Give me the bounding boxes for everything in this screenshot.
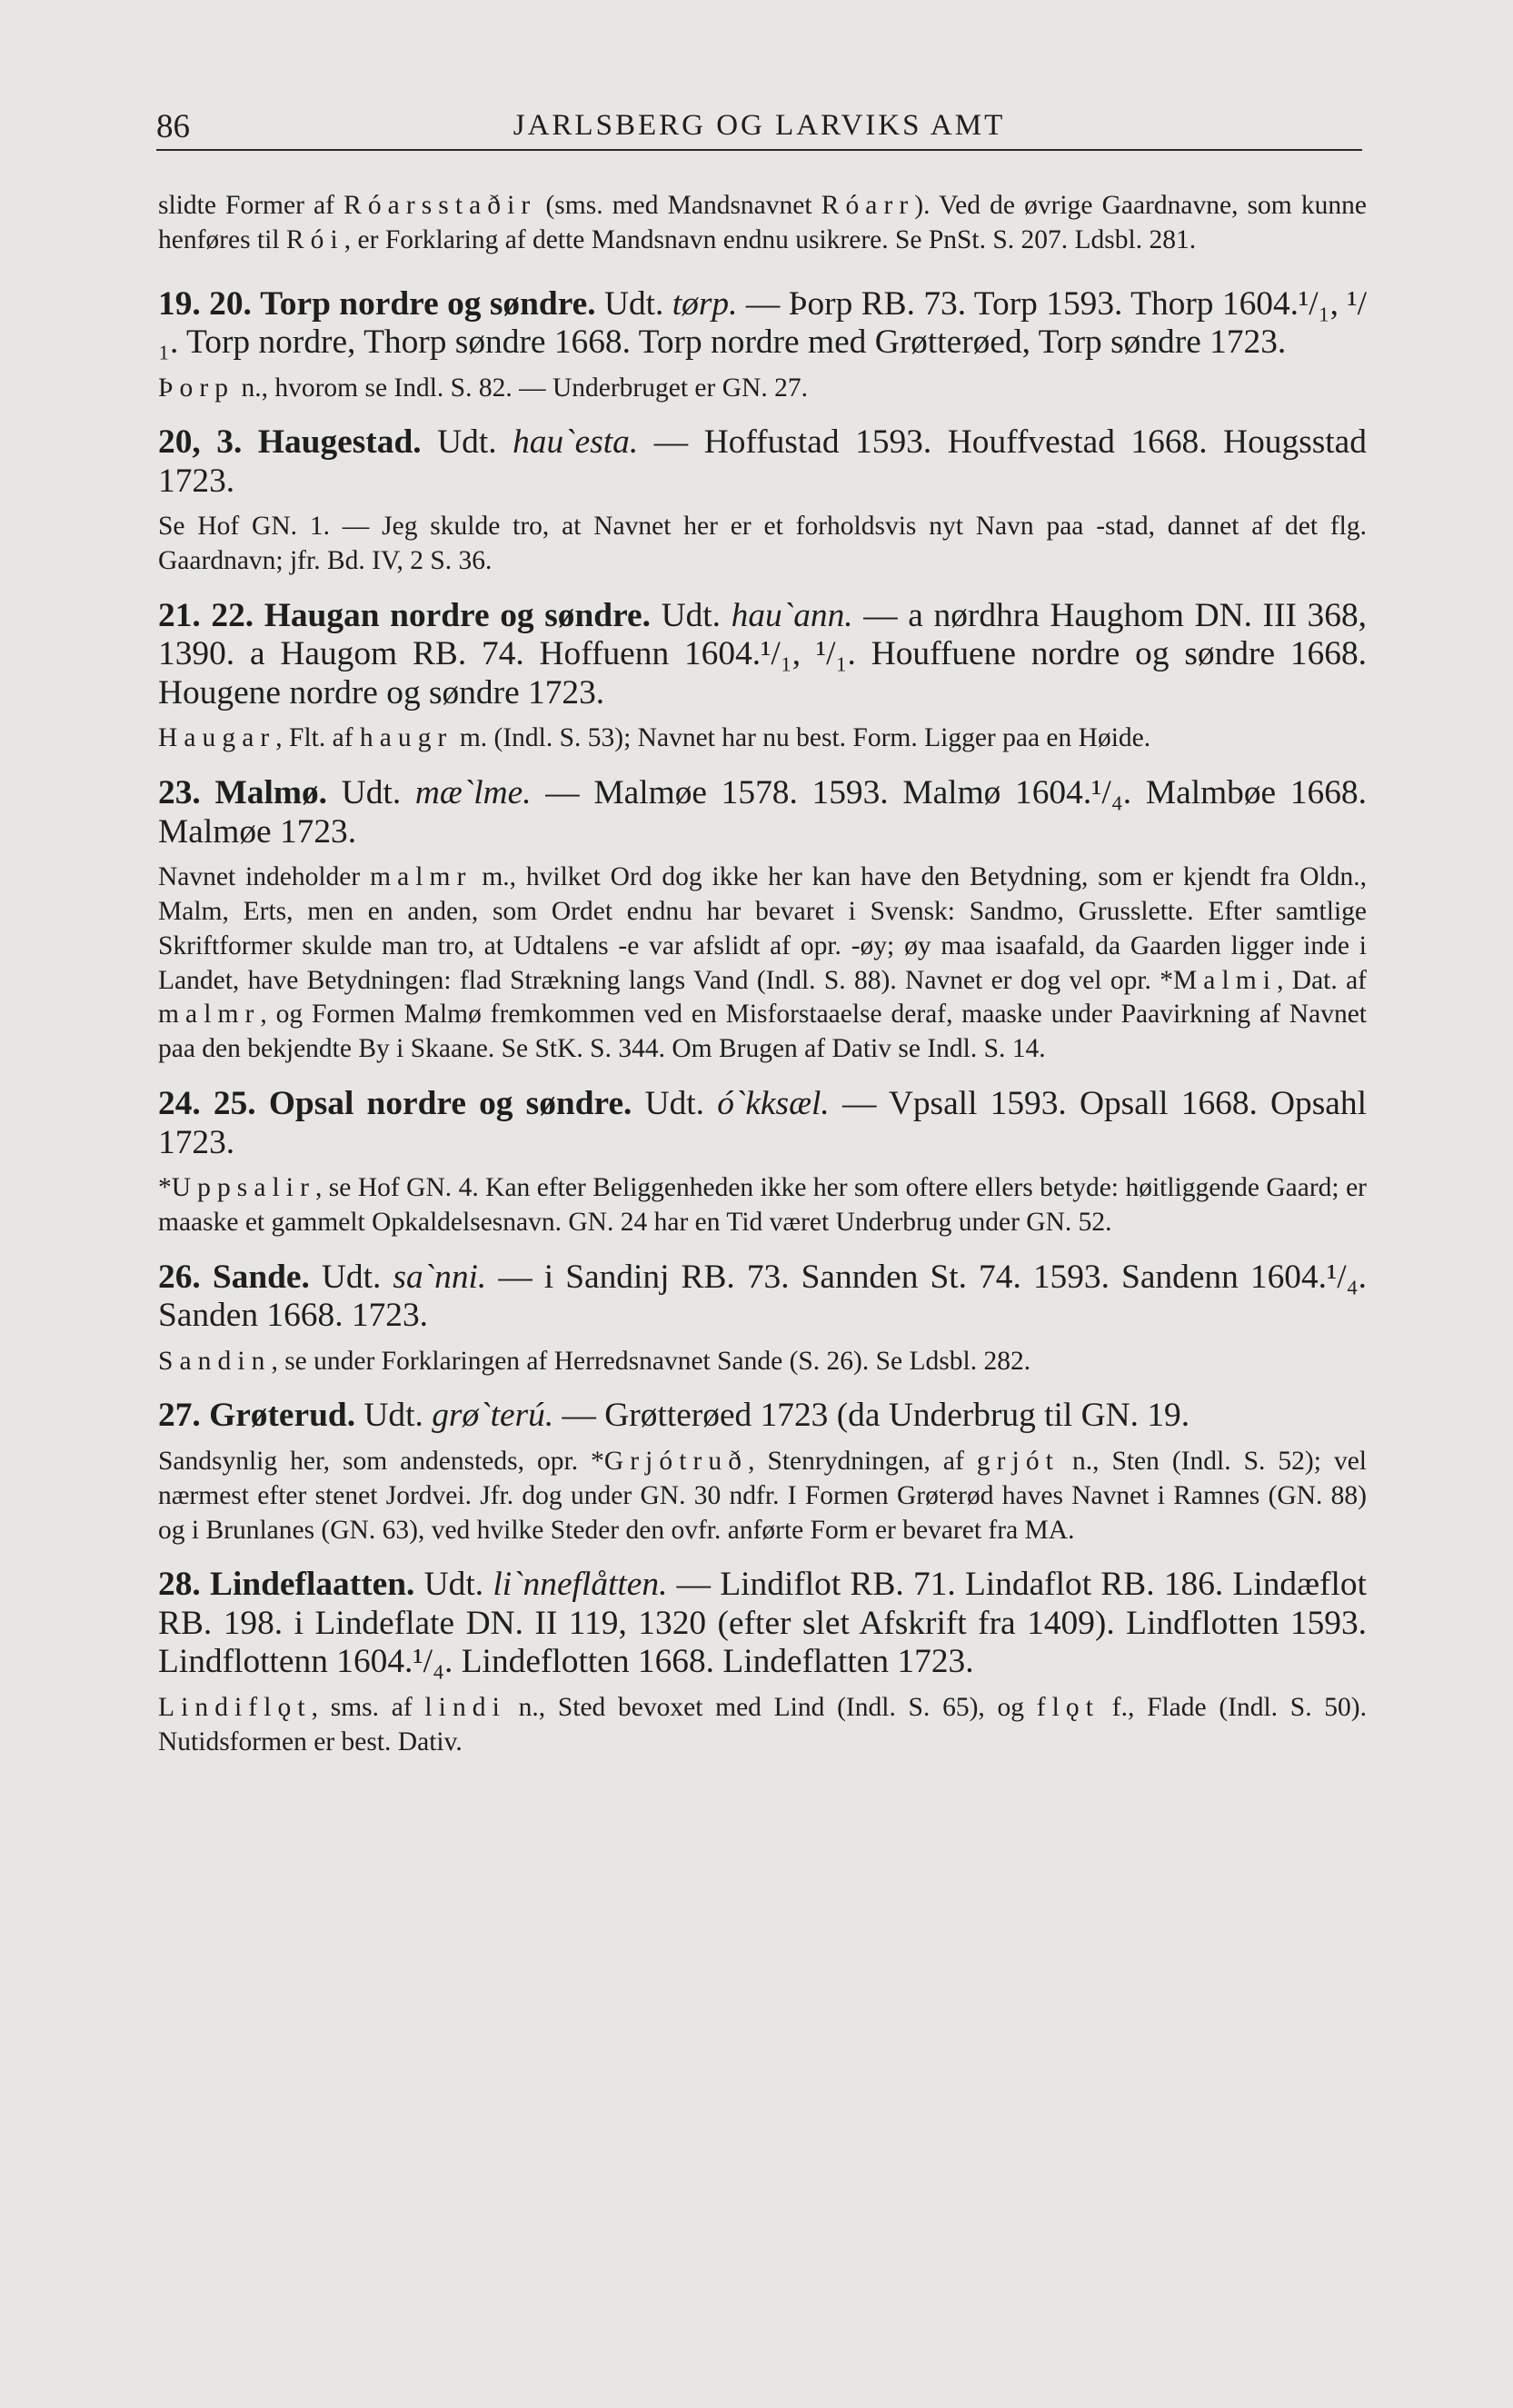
entry-note: Navnet indeholder malmr m., hvilket Ord dog ikke her kan have den Betydning, som er kjendt fra Oldn., Malm, Erts, men en anden, som Ordet endnu har bevaret i Svensk: Sandmo, Grusslette. Efter samtlige Skriftformer skulde man tro, at Udtalens -e var afslidt af opr. -øy; øy maa isaafald, da Gaarden ligger inde i Landet, have Betydningen: flad Strækning langs Vand (Indl. S. 88). Navnet er dog vel opr. *Malmi, Dat. af malmr, og Formen Malmø fremkommen ved en Misforstaaelse deraf, maaske under Paavirkning af Navnet paa den bekjendte By i Skaane. Se StK. S. 344. Om Brugen af Dativ se Indl. S. 14. bbox=[158, 862, 1368, 1064]
pronunciation: sa`nni. bbox=[393, 1258, 487, 1296]
entry-number: 19. 20. bbox=[158, 284, 252, 323]
entry-number: 27. bbox=[158, 1397, 201, 1435]
old-name: Sandin bbox=[158, 1346, 272, 1376]
old-name: Róarsstaðir bbox=[343, 191, 537, 220]
old-name: Þorp bbox=[158, 373, 235, 403]
entry-lindeflaatten: 28. Lindeflaatten. Udt. li`nneflåtten. — Lindiflot RB. 71. Lindaflot RB. 186. Lindæflot RB. 198. i Lindeflate DN. II 119, 1320 (efter slet Afskrift fra 1409). Lindflotten 1593. Lindflottenn 1604.¹/₄. Lindeflotten 1668. Lindeflatten 1723. bbox=[158, 1566, 1367, 1681]
old-name: Malmi bbox=[1173, 965, 1278, 995]
old-name: haugr bbox=[359, 723, 453, 753]
entry-name: Torp nordre og søndre. bbox=[260, 284, 596, 323]
entry-torp: 19. 20. Torp nordre og søndre. Udt. tørp. — Þorp RB. 73. Torp 1593. Thorp 1604.¹/₁, ¹/₁. Torp nordre, Thorp søndre 1668. Torp nordre med Grøtterøed, Torp søndre 1723. bbox=[158, 284, 1367, 362]
continuation-paragraph: slidte Former af Róarsstaðir (sms. med Mandsnavnet Róarr). Ved de øvrige Gaardnavne, som kunne henføres til Rói, er Forklaring af dette Mandsnavn endnu usikrere. Se PnSt. S. 207. Ldsbl. 281. bbox=[158, 191, 1367, 254]
entry-number: 21. 22. bbox=[158, 596, 254, 634]
entry-name: Haugan nordre og søndre. bbox=[264, 596, 651, 634]
entry-number: 20, 3. bbox=[158, 423, 243, 462]
old-name: malmr bbox=[158, 1000, 261, 1030]
old-name: Uppsalir bbox=[171, 1173, 315, 1203]
entry-groterud: 27. Grøterud. Udt. grø`terú. — Grøtterøed 1723 (da Underbrug til GN. 19. bbox=[158, 1397, 1190, 1435]
old-name: Rói bbox=[285, 224, 344, 254]
pronunciation: li`nneflåtten. bbox=[493, 1566, 668, 1604]
entry-name: Lindeflaatten. bbox=[210, 1566, 415, 1604]
old-name: Grjótruð bbox=[603, 1446, 749, 1476]
old-name: Haugar bbox=[158, 723, 276, 753]
old-name: Róarr bbox=[821, 191, 915, 220]
pronunciation: mæ`lme. bbox=[414, 774, 532, 812]
entry-name: Grøterud. bbox=[209, 1397, 356, 1435]
entry-number: 26. bbox=[158, 1258, 201, 1296]
entry-haugestad: 20, 3. Haugestad. Udt. hau`esta. — Hoffustad 1593. Houffvestad 1668. Hougsstad 1723. bbox=[158, 423, 1367, 500]
entry-number: 23. bbox=[158, 774, 201, 812]
pronunciation: ó`kksæl. bbox=[717, 1085, 830, 1123]
entry-note: Sandin, se under Forklaringen af Herredsnavnet Sande (S. 26). Se Ldsbl. 282. bbox=[158, 1346, 1031, 1376]
pronunciation: hau`ann. bbox=[731, 596, 853, 634]
pronunciation: hau`esta. bbox=[513, 423, 639, 462]
entry-note: Se Hof GN. 1. — Jeg skulde tro, at Navnet her er et forholdsvis nyt Navn paa -stad, dannet af det flg. Gaardnavn; jfr. Bd. IV, 2 S. 36. bbox=[158, 512, 1367, 576]
old-name: flǫt bbox=[1036, 1692, 1100, 1722]
entry-malmo: 23. Malmø. Udt. mæ`lme. — Malmøe 1578. 1593. Malmø 1604.¹/₄. Malmbøe 1668. Malmøe 1723. bbox=[158, 774, 1367, 851]
entry-note: Haugar, Flt. af haugr m. (Indl. S. 53); Navnet har nu best. Form. Ligger paa en Høide. bbox=[158, 723, 1151, 753]
old-name: Lindiflǫt bbox=[158, 1692, 312, 1722]
old-name: malmr bbox=[370, 862, 473, 892]
entry-number: 24. 25. bbox=[158, 1085, 256, 1123]
entry-name: Opsal nordre og søndre. bbox=[268, 1085, 632, 1123]
entry-sande: 26. Sande. Udt. sa`nni. — i Sandinj RB. 73. Sannden St. 74. 1593. Sandenn 1604.¹/₄. Sanden 1668. 1723. bbox=[158, 1258, 1367, 1335]
pronunciation: tørp. bbox=[672, 284, 738, 323]
entry-number: 28. bbox=[158, 1566, 201, 1604]
entry-note: Þorp n., hvorom se Indl. S. 82. — Underbruget er GN. 27. bbox=[158, 373, 808, 403]
page-content bbox=[158, 189, 1367, 1759]
entry-haugan: 21. 22. Haugan nordre og søndre. Udt. hau`ann. — a nørdhra Haughom DN. III 368, 1390. a Haugom RB. 74. Hoffuenn 1604.¹/₁, ¹/₁. Houffuene nordre og søndre 1668. Hougene nordre og søndre 1723. bbox=[158, 596, 1367, 711]
running-title: JARLSBERG OG LARVIKS AMT bbox=[513, 109, 1006, 142]
entry-note: *Uppsalir, se Hof GN. 4. Kan efter Beliggenheden ikke her som oftere ellers betyde: høitliggende Gaard; er maaske et gammelt Opkaldelsesnavn. GN. 24 har en Tid været Underbrug under GN. 52. bbox=[158, 1173, 1367, 1237]
entry-name: Haugestad. bbox=[257, 423, 422, 462]
pronunciation: grø`terú. bbox=[432, 1397, 554, 1435]
entry-note: Sandsynlig her, som andensteds, opr. *Grjótruð, Stenrydningen, af grjót n., Sten (Indl. S. 52); vel nærmest efter stenet Jordvei. Jfr. dog under GN. 30 ndfr. I Formen Grøterød haves Navnet i Ramnes (GN. 88) og i Brunlanes (GN. 63), ved hvilke Steder den ovfr. anførte Form er bevaret fra MA. bbox=[158, 1446, 1367, 1545]
entry-name: Malmø. bbox=[214, 774, 328, 812]
page-number: 86 bbox=[156, 108, 190, 145]
old-name: lindi bbox=[424, 1692, 506, 1722]
entry-name: Sande. bbox=[212, 1258, 310, 1296]
entry-note: Lindiflǫt, sms. af lindi n., Sted bevoxet med Lind (Indl. S. 65), og flǫt f., Flade (Indl. S. 50). Nutidsformen er best. Dativ. bbox=[158, 1692, 1367, 1756]
entry-opsal: 24. 25. Opsal nordre og søndre. Udt. ó`kksæl. — Vpsall 1593. Opsall 1668. Opsahl 1723. bbox=[158, 1085, 1367, 1161]
old-name: grjót bbox=[976, 1446, 1060, 1476]
page-header bbox=[156, 102, 1362, 151]
